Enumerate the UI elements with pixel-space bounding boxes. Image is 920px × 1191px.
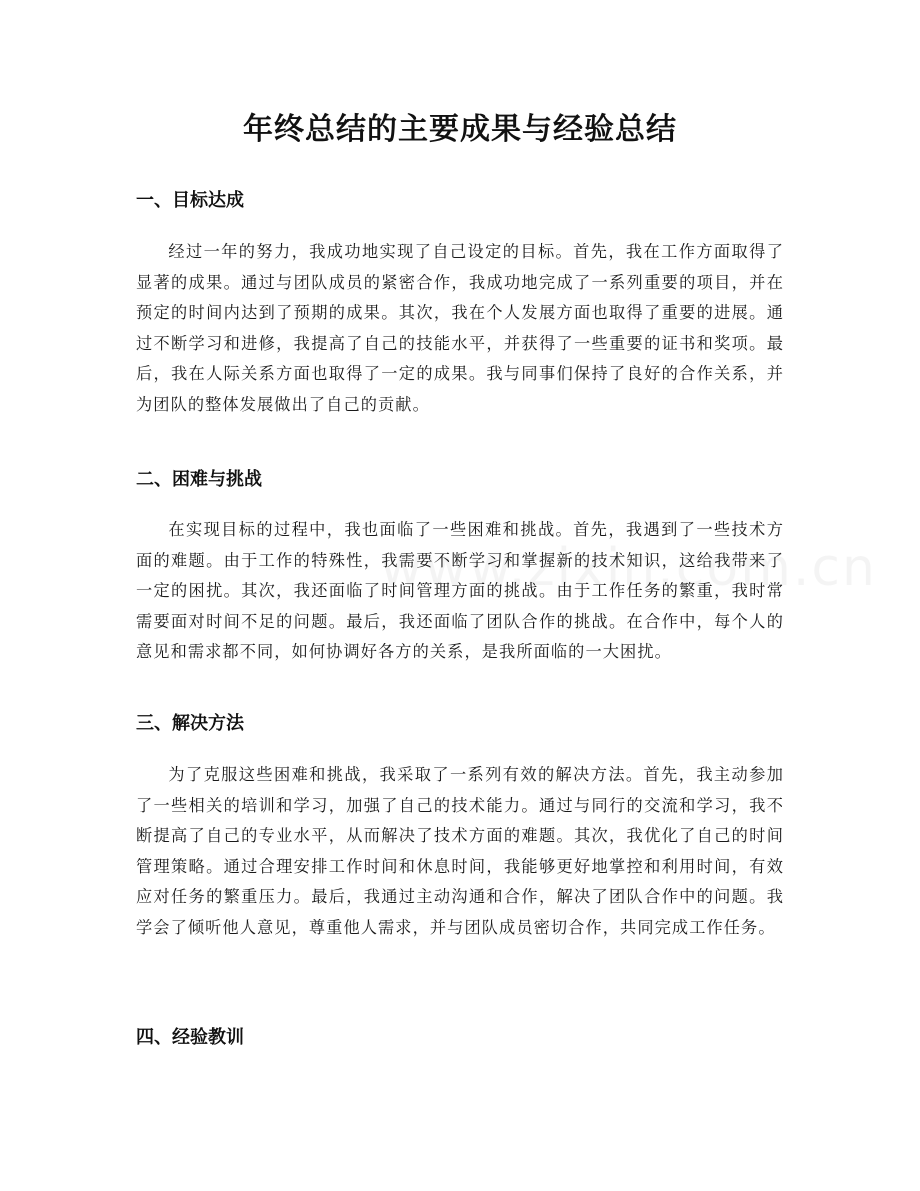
- section-heading-solutions: 三、解决方法: [136, 713, 244, 734]
- document-title: 年终总结的主要成果与经验总结: [243, 112, 677, 147]
- section-heading-lessons: 四、经验教训: [136, 1027, 244, 1048]
- section-paragraph-goals: 经过一年的努力，我成功地实现了自己设定的目标。首先，我在工作方面取得了显著的成果。通过与团队成员的紧密合作，我成功地完成了一系列重要的项目，并在预定的时间内达到了预期的成果。其次，我在个人发展方面也取得了重要的进展。通过不断学习和进修，我提高了自己的技能水平，并获得了一些重要的证书和奖项。最后，我在人际关系方面也取得了一定的成果。我与同事们保持了良好的合作关系，并为团队的整体发展做出了自己的贡献。: [136, 242, 784, 414]
- section-heading-goals: 一、目标达成: [136, 190, 244, 211]
- section-paragraph-challenges: 在实现目标的过程中，我也面临了一些困难和挑战。首先，我遇到了一些技术方面的难题。由于工作的特殊性，我需要不断学习和掌握新的技术知识，这给我带来了一定的困扰。其次，我还面临了时间管理方面的挑战。由于工作任务的繁重，我时常需要面对时间不足的问题。最后，我还面临了团队合作的挑战。在合作中，每个人的意见和需求都不同，如何协调好各方的关系，是我所面临的一大困扰。: [136, 520, 784, 661]
- section-paragraph-solutions: 为了克服这些困难和挑战，我采取了一系列有效的解决方法。首先，我主动参加了一些相关的培训和学习，加强了自己的技术能力。通过与同行的交流和学习，我不断提高了自己的专业水平，从而解决了技术方面的难题。其次，我优化了自己的时间管理策略。通过合理安排工作时间和休息时间，我能够更好地掌控和利用时间，有效应对任务的繁重压力。最后，我通过主动沟通和合作，解决了团队合作中的问题。我学会了倾听他人意见，尊重他人需求，并与团队成员密切合作，共同完成工作任务。: [136, 765, 784, 937]
- section-heading-challenges: 二、困难与挑战: [136, 469, 262, 490]
